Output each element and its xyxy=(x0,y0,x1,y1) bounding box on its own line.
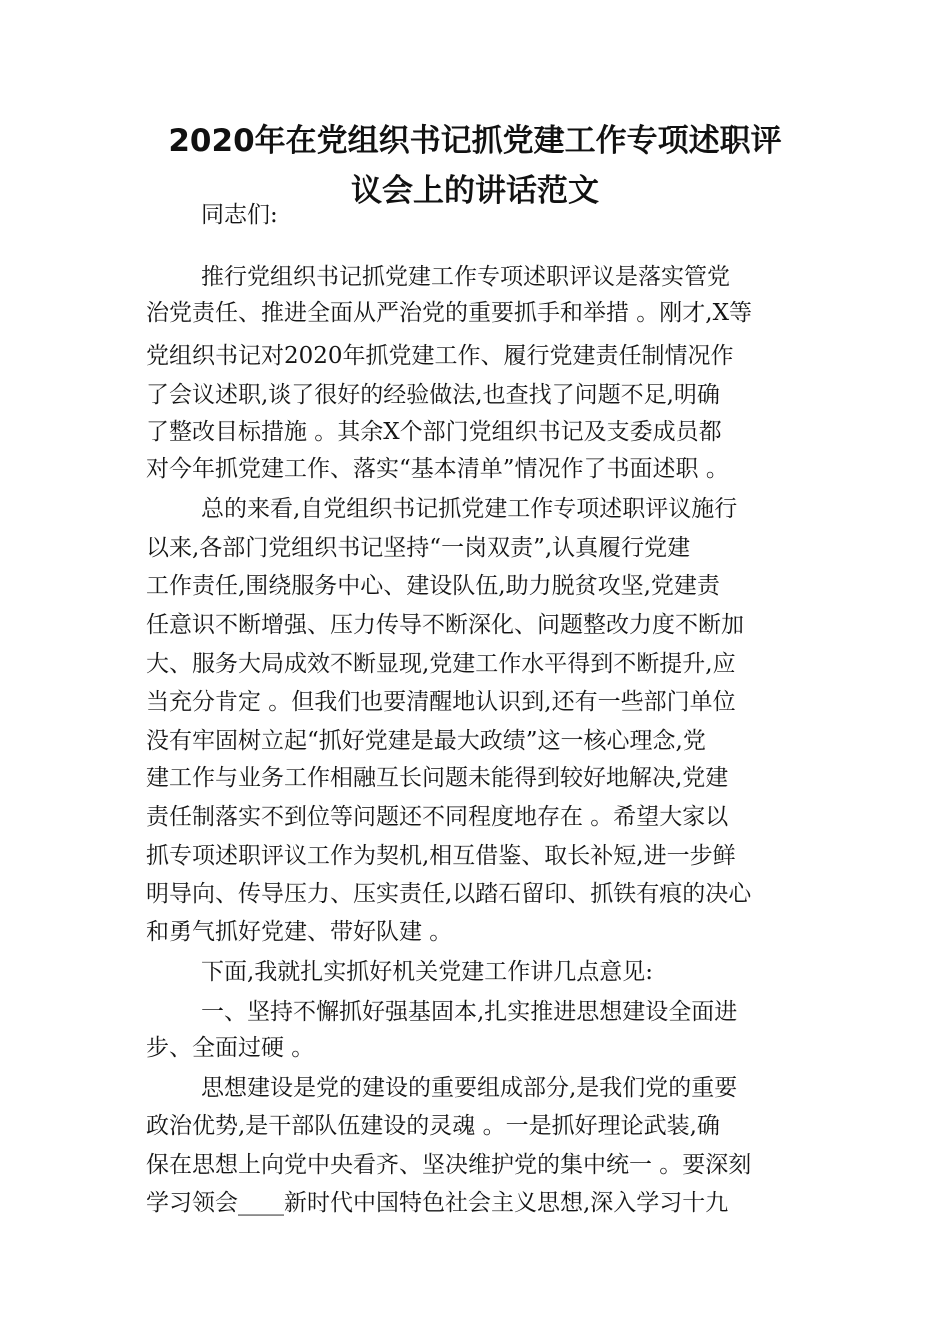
text-line: 抓专项述职评议工作为契机,相互借鉴、取长补短,进一步鲜 xyxy=(146,843,736,869)
text-line: 了整改目标措施 。其余X个部门党组织书记及支委成员都 xyxy=(146,419,722,445)
paragraph-2-line-8 xyxy=(0,758,950,798)
paragraph-2-line-1 xyxy=(0,489,950,529)
paragraph-2-line-12 xyxy=(0,912,950,952)
text-line: 建工作与业务工作相融互长问题未能得到较好地解决,党建 xyxy=(146,765,729,791)
text-line: 思想建设是党的建设的重要组成部分,是我们党的重要 xyxy=(201,1075,738,1101)
text-line: 保在思想上向党中央看齐、坚决维护党的集中统一 。要深刻 xyxy=(146,1152,752,1178)
text-line: 推行党组织书记抓党建工作专项述职评议是落实管党 xyxy=(201,264,730,290)
text-line: 大、服务大局成效不断显现,党建工作水平得到不断提升,应 xyxy=(146,651,736,677)
section-1-heading-line-1 xyxy=(0,992,950,1032)
text-line: 步、全面过硬 。 xyxy=(146,1035,315,1061)
paragraph-1-line-6 xyxy=(0,449,950,489)
text-line: 当充分肯定 。但我们也要清醒地认识到,还有一些部门单位 xyxy=(146,689,736,715)
text-line: 了会议述职,谈了很好的经验做法,也查找了问题不足,明确 xyxy=(146,382,720,408)
intro-line xyxy=(0,952,950,992)
text-line: 任意识不断增强、压力传导不断深化、问题整改力度不断加 xyxy=(146,612,744,638)
paragraph-2-line-4 xyxy=(0,605,950,645)
paragraph-2-line-2 xyxy=(0,528,950,568)
paragraph-2-line-11 xyxy=(0,874,950,914)
text-line: 学习领会____新时代中国特色社会主义思想,深入学习十九 xyxy=(146,1190,729,1216)
paragraph-3-line-3 xyxy=(0,1145,950,1185)
text-line: 工作责任,围绕服务中心、建设队伍,助力脱贫攻坚,党建责 xyxy=(146,573,720,599)
text-line: 总的来看,自党组织书记抓党建工作专项述职评议施行 xyxy=(201,496,738,522)
paragraph-3-line-1 xyxy=(0,1068,950,1108)
text-line: 和勇气抓好党建、带好队建 。 xyxy=(146,919,453,945)
paragraph-2-line-3 xyxy=(0,566,950,606)
paragraph-1-line-5 xyxy=(0,412,950,452)
paragraph-2-line-6 xyxy=(0,682,950,722)
paragraph-2-line-9 xyxy=(0,797,950,837)
text-line: 对今年抓党建工作、落实“基本清单”情况作了书面述职 。 xyxy=(146,456,729,482)
paragraph-3-line-4 xyxy=(0,1183,950,1223)
paragraph-2-line-7 xyxy=(0,721,950,761)
text-line: 责任制落实不到位等问题还不同程度地存在 。希望大家以 xyxy=(146,804,729,830)
section-1-heading-line-2 xyxy=(0,1028,950,1068)
paragraph-1-line-3 xyxy=(0,336,950,376)
document-title-line-2: 议会上的讲话范文 xyxy=(351,173,599,209)
text-line: 以来,各部门党组织书记坚持“一岗双责”,认真履行党建 xyxy=(146,535,691,561)
text-line: 一、坚持不懈抓好强基固本,扎实推进思想建设全面进 xyxy=(201,999,738,1025)
paragraph-1-line-1 xyxy=(0,257,950,297)
text-line: 政治优势,是干部队伍建设的灵魂 。一是抓好理论武装,确 xyxy=(146,1113,720,1139)
paragraph-3-line-2 xyxy=(0,1106,950,1146)
paragraph-1-line-4 xyxy=(0,375,950,415)
text-line: 没有牢固树立起“抓好党建是最大政绩”这一核心理念,党 xyxy=(146,728,706,754)
paragraph-2-line-10 xyxy=(0,836,950,876)
salutation-line xyxy=(0,195,950,235)
paragraph-2-line-5 xyxy=(0,644,950,684)
document-title-line-1: 2020年在党组织书记抓党建工作专项述职评 xyxy=(168,123,782,159)
text-line: 下面,我就扎实抓好机关党建工作讲几点意见: xyxy=(201,959,654,985)
text-line: 同志们: xyxy=(201,202,278,228)
text-line: 党组织书记对2020年抓党建工作、履行党建责任制情况作 xyxy=(146,343,734,369)
text-line: 治党责任、推进全面从严治党的重要抓手和举措 。刚才,X等 xyxy=(146,300,752,326)
text-line: 明导向、传导压力、压实责任,以踏石留印、抓铁有痕的决心 xyxy=(146,881,752,907)
paragraph-1-line-2 xyxy=(0,293,950,333)
